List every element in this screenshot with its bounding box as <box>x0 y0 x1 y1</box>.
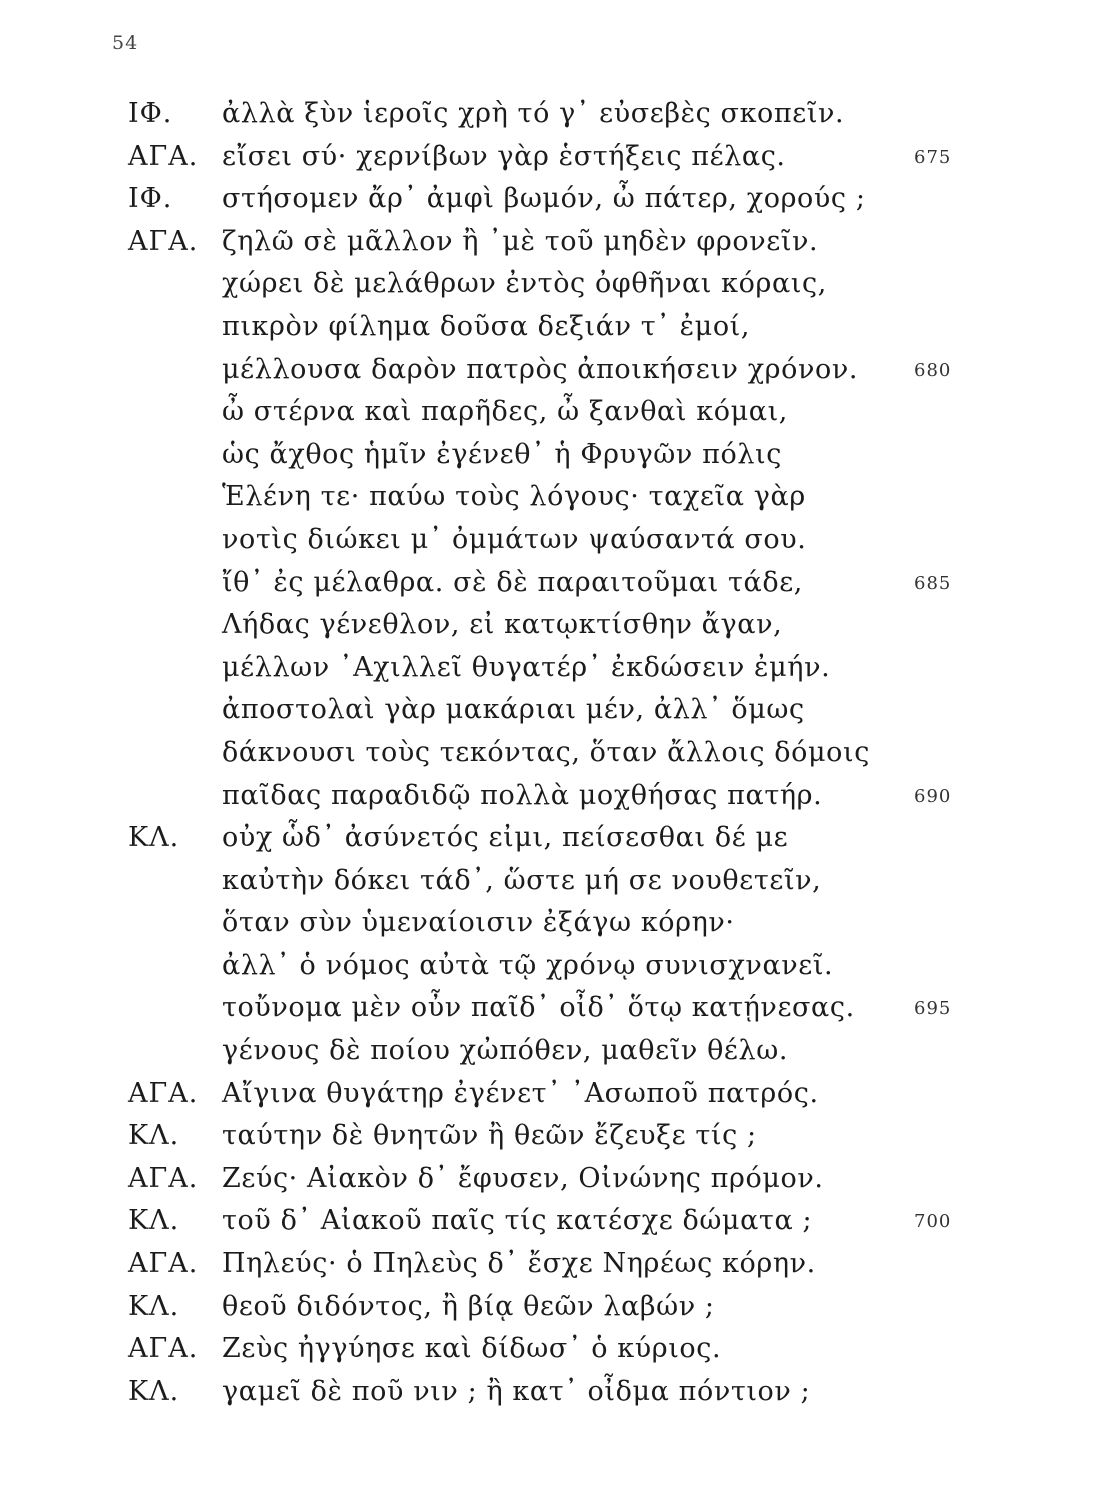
verse-text: νοτὶς διώκει μ᾽ ὀμμάτων ψαύσαντά σου. <box>222 523 807 555</box>
verse-text: θεοῦ διδόντος, ἢ βίᾳ θεῶν λαβών ; <box>222 1290 715 1322</box>
speaker-label: ΙΦ. <box>128 98 173 129</box>
verse-line <box>0 646 1097 689</box>
verse-line <box>0 177 1097 220</box>
speaker-label: ΑΓΑ. <box>128 1248 199 1280</box>
speaker-label: ΚΛ. <box>128 1375 180 1407</box>
verse-line <box>0 603 1097 646</box>
speaker-label: ΚΛ. <box>128 1205 180 1237</box>
verse-line <box>0 561 1097 604</box>
verse-text: ζηλῶ σὲ μᾶλλον ἢ ᾽μὲ τοῦ μηδὲν φρονεῖν. <box>222 225 819 257</box>
verse-text: Λήδας γένεθλον, εἰ κατῳκτίσθην ἄγαν, <box>222 609 783 641</box>
verse-line <box>0 859 1097 902</box>
verse-text: μέλλουσα δαρὸν πατρὸς ἀποικήσειν χρόνον. <box>222 353 859 385</box>
verse-line <box>0 944 1097 987</box>
verse-text: ἀλλὰ ξὺν ἱεροῖς χρὴ τό γ᾽ εὐσεβὲς σκοπεῖν. <box>222 98 845 129</box>
verse-text: γένους δὲ ποίου χὠπόθεν, μαθεῖν θέλω. <box>222 1035 789 1067</box>
line-number: 700 <box>914 1211 952 1233</box>
verse-line <box>0 731 1097 774</box>
verse-line <box>0 262 1097 305</box>
verse-line <box>0 1029 1097 1072</box>
speaker-label: ΙΦ. <box>128 183 173 215</box>
verse-line <box>0 1199 1097 1242</box>
speaker-label: ΑΓΑ. <box>128 140 199 172</box>
line-number: 675 <box>914 146 952 168</box>
verse-text: γαμεῖ δὲ ποῦ νιν ; ἢ κατ᾽ οἶδμα πόντιον ; <box>222 1375 811 1407</box>
speaker-label: ΚΛ. <box>128 822 180 854</box>
verse-text: ὅταν σὺν ὑμεναίοισιν ἐξάγω κόρην· <box>222 907 735 939</box>
verse-text: τοῦ δ᾽ Αἰακοῦ παῖς τίς κατέσχε δώματα ; <box>222 1205 813 1237</box>
speaker-label: ΑΓΑ. <box>128 1077 199 1109</box>
verse-line <box>0 135 1097 178</box>
line-number: 690 <box>914 785 952 807</box>
verse-line <box>0 220 1097 263</box>
verse-line <box>0 433 1097 476</box>
verse-text: ὡς ἄχθος ἡμῖν ἐγένεθ᾽ ἡ Φρυγῶν πόλις <box>222 438 782 470</box>
verse-line <box>0 475 1097 518</box>
verse-line <box>0 92 1097 135</box>
verse-line <box>0 1157 1097 1200</box>
verse-text: Αἴγινα θυγάτηρ ἐγένετ᾽ ᾽Ασωποῦ πατρός. <box>222 1077 819 1109</box>
verse-text: Ζεύς· Αἰακὸν δ᾽ ἔφυσεν, Οἰνώνης πρόμον. <box>222 1162 824 1194</box>
verse-line <box>0 688 1097 731</box>
verse-line <box>0 816 1097 859</box>
verse-lines <box>0 92 1097 1412</box>
verse-text: τοὔνομα μὲν οὖν παῖδ᾽ οἶδ᾽ ὅτῳ κατῄνεσας. <box>222 992 855 1024</box>
speaker-label: ΑΓΑ. <box>128 225 199 257</box>
verse-line <box>0 1370 1097 1413</box>
speaker-label: ΚΛ. <box>128 1290 180 1322</box>
verse-text: δάκνουσι τοὺς τεκόντας, ὅταν ἄλλοις δόμοις <box>222 736 870 768</box>
verse-text: χώρει δὲ μελάθρων ἐντὸς ὀφθῆναι κόραις, <box>222 268 827 300</box>
verse-line <box>0 348 1097 391</box>
verse-text: ἀποστολαὶ γὰρ μακάριαι μέν, ἀλλ᾽ ὅμως <box>222 694 805 726</box>
verse-line <box>0 1114 1097 1157</box>
verse-text: παῖδας παραδιδῷ πολλὰ μοχθήσας πατήρ. <box>222 779 823 811</box>
verse-line <box>0 1285 1097 1328</box>
line-number: 695 <box>914 998 952 1020</box>
verse-text: Πηλεύς· ὁ Πηλεὺς δ᾽ ἔσχε Νηρέως κόρην. <box>222 1248 816 1280</box>
verse-text: εἴσει σύ· χερνίβων γὰρ ἑστήξεις πέλας. <box>222 140 786 172</box>
verse-line <box>0 518 1097 561</box>
verse-line <box>0 1327 1097 1370</box>
verse-text: πικρὸν φίλημα δοῦσα δεξιάν τ᾽ ἐμοί, <box>222 310 751 342</box>
page-number: 54 <box>112 32 139 54</box>
verse-line <box>0 305 1097 348</box>
speaker-label: ΚΛ. <box>128 1120 180 1152</box>
verse-text: στήσομεν ἄρ᾽ ἀμφὶ βωμόν, ὦ πάτερ, χορούς ; <box>222 183 866 215</box>
verse-text: Ἑλένη τε· παύω τοὺς λόγους· ταχεῖα γὰρ <box>222 481 806 513</box>
verse-line <box>0 774 1097 817</box>
verse-line <box>0 1072 1097 1115</box>
verse-text: ὦ στέρνα καὶ παρῆδες, ὦ ξανθαὶ κόμαι, <box>222 396 788 428</box>
verse-text: καὐτὴν δόκει τάδ᾽, ὥστε μή σε νουθετεῖν, <box>222 864 822 896</box>
verse-text: ταύτην δὲ θνητῶν ἢ θεῶν ἔζευξε τίς ; <box>222 1120 757 1152</box>
verse-line <box>0 1242 1097 1285</box>
line-number: 685 <box>914 572 952 594</box>
speaker-label: ΑΓΑ. <box>128 1162 199 1194</box>
verse-text: οὐχ ὧδ᾽ ἀσύνετός εἰμι, πείσεσθαι δέ με <box>222 822 789 854</box>
verse-line <box>0 390 1097 433</box>
speaker-label: ΑΓΑ. <box>128 1333 199 1365</box>
verse-text: ἀλλ᾽ ὁ νόμος αὐτὰ τῷ χρόνῳ συνισχνανεῖ. <box>222 949 834 981</box>
verse-text: ἴθ᾽ ἐς μέλαθρα. σὲ δὲ παραιτοῦμαι τάδε, <box>222 566 803 598</box>
verse-line <box>0 986 1097 1029</box>
verse-text: μέλλων ᾽Αχιλλεῖ θυγατέρ᾽ ἐκδώσειν ἐμήν. <box>222 651 831 683</box>
line-number: 680 <box>914 359 952 381</box>
verse-text: Ζεὺς ἠγγύησε καὶ δίδωσ᾽ ὁ κύριος. <box>222 1333 722 1365</box>
verse-line <box>0 901 1097 944</box>
